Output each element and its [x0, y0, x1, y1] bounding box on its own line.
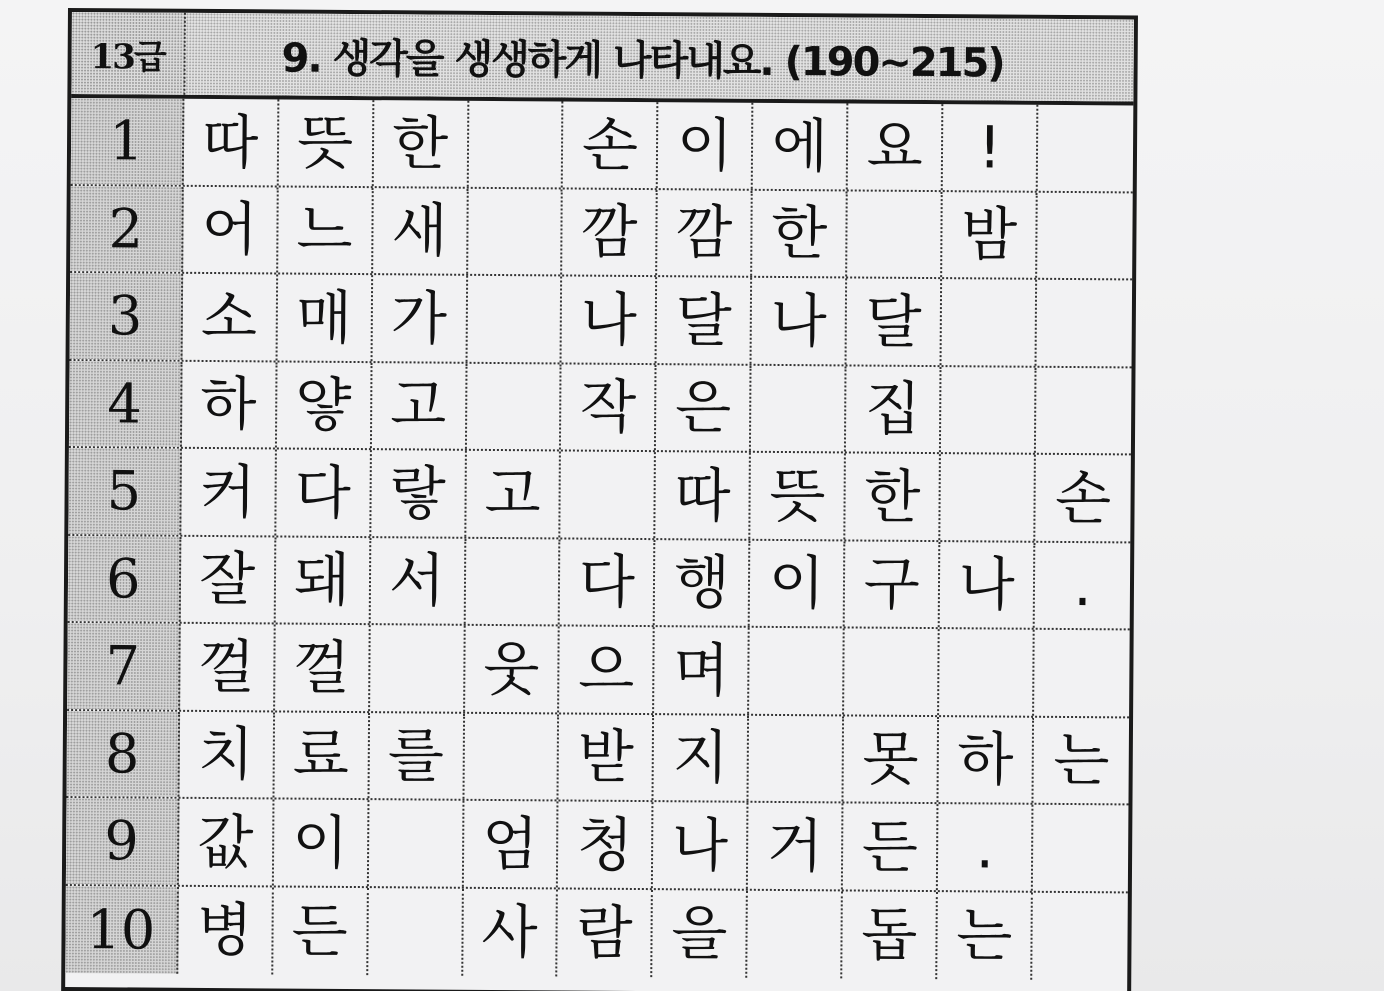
grid-cell: 나	[653, 802, 749, 888]
grid-cell: 를	[369, 713, 465, 799]
grid-cell: 나	[752, 278, 848, 364]
grid-cell: 람	[558, 889, 654, 977]
row-number: 8	[66, 711, 179, 797]
grid-cell: 요	[848, 103, 944, 189]
grid-cell: 다	[560, 539, 656, 625]
grid-cell: 밤	[942, 192, 1038, 278]
grid-cell	[368, 800, 464, 886]
grid-cell	[844, 628, 940, 714]
row-number: 5	[68, 448, 181, 534]
grid-cell: 깜	[658, 190, 754, 276]
page-title: 9. 생각을 생생하게 나타내요. (190~215)	[185, 13, 1134, 102]
grid-cell: 료	[274, 712, 370, 798]
grid-cell: 든	[273, 887, 369, 975]
grid-cell: 뜻	[751, 453, 847, 539]
grid-cell: 치	[179, 711, 275, 797]
grid-cell: 돼	[275, 537, 371, 623]
grid-cell: 나	[940, 542, 1036, 628]
grid-cell: 하	[939, 717, 1035, 803]
grid-cell	[464, 713, 560, 799]
grid-cell: 커	[181, 449, 277, 535]
grid-cell	[1033, 805, 1129, 891]
grid-cell: 나	[562, 276, 658, 362]
grid-cell: 새	[373, 188, 469, 274]
grid-cell: 는	[937, 892, 1033, 980]
row-number: 9	[66, 798, 179, 884]
row-number: 3	[70, 273, 183, 359]
grid-cell: 사	[463, 888, 559, 976]
grid-cell	[748, 890, 844, 978]
row-number: 6	[68, 536, 181, 622]
grid-cell: 엄	[463, 801, 559, 887]
grid-cell: 작	[561, 364, 657, 450]
grid-row	[68, 536, 1131, 631]
grid-cell: 으	[560, 626, 656, 712]
grid-cell: 값	[179, 799, 275, 885]
grid-cell: 고	[372, 363, 468, 449]
grid-cell: 다	[276, 449, 372, 535]
grid-cell: 서	[370, 538, 466, 624]
grid-cell	[1034, 630, 1130, 716]
grid-cell: 랗	[371, 450, 467, 536]
grid-cell: 가	[372, 275, 468, 361]
level-label: 13급	[71, 12, 186, 95]
grid-cell: 매	[277, 274, 373, 360]
grid-cell: 어	[183, 186, 279, 272]
grid-cell: 잘	[180, 536, 276, 622]
writing-grid-sheet	[61, 8, 1138, 991]
grid-cell: 하	[182, 361, 278, 447]
grid-cell	[370, 625, 466, 711]
grid-row	[68, 448, 1131, 543]
grid-cell: 을	[653, 890, 749, 978]
grid-cell: 소	[182, 274, 278, 360]
grid-cell: 느	[278, 187, 374, 273]
grid-cell: 고	[466, 451, 562, 537]
grid-cell	[1038, 105, 1134, 191]
grid-row	[70, 186, 1133, 281]
grid-cell: 청	[558, 801, 654, 887]
grid-cell: 껄	[275, 624, 371, 710]
grid-cell	[939, 629, 1035, 715]
grid-cell: .	[1073, 551, 1093, 620]
grid-cell: 에	[753, 103, 849, 189]
grid-cell: 돕	[843, 891, 939, 979]
grid-row	[70, 273, 1133, 368]
grid-cell: !	[943, 104, 1039, 190]
grid-cell	[942, 279, 1038, 365]
grid-cell	[1037, 192, 1133, 278]
grid-cell: 이	[274, 799, 370, 885]
grid-cell: 따	[183, 99, 279, 185]
grid-cell: 못	[844, 716, 940, 802]
grid-cell: 달	[657, 277, 753, 363]
row-number: 4	[69, 361, 182, 447]
grid-cell: 깜	[563, 189, 659, 275]
grid-cell	[1032, 892, 1128, 980]
grid-cell	[749, 628, 845, 714]
grid-cell	[1037, 280, 1133, 366]
grid-cell: .	[938, 804, 1034, 890]
grid-cell	[749, 715, 845, 801]
grid-cell: 손	[563, 101, 659, 187]
grid-cell: 얗	[277, 362, 373, 448]
grid-row	[66, 711, 1129, 806]
grid-cell	[941, 367, 1037, 453]
grid-cell: 는	[1053, 726, 1110, 795]
row-number: 10	[65, 886, 178, 974]
grid-cell: 웃	[465, 626, 561, 712]
grid-cell: 받	[559, 714, 655, 800]
grid-row	[71, 98, 1134, 193]
grid-cell	[1036, 367, 1132, 453]
grid-cell: 든	[843, 803, 939, 889]
grid-cell	[468, 101, 564, 187]
grid-header	[71, 12, 1134, 105]
grid-cell: 이	[658, 102, 754, 188]
grid-cell: 한	[752, 190, 848, 276]
grid-cell	[847, 191, 943, 277]
row-number: 2	[70, 186, 183, 272]
grid-cell: 뜻	[278, 99, 374, 185]
grid-cell: 따	[656, 452, 752, 538]
grid-cell: 지	[654, 715, 750, 801]
grid-cell: 거	[748, 803, 844, 889]
grid-cell: 집	[846, 366, 942, 452]
grid-cell: 은	[656, 365, 752, 451]
grid-cell	[467, 276, 563, 362]
grid-cell	[561, 451, 657, 537]
grid-cell: 손	[1054, 463, 1112, 533]
grid-row	[65, 886, 1128, 981]
grid-row	[67, 623, 1130, 718]
grid-cell	[751, 365, 847, 451]
grid-row	[69, 361, 1132, 456]
grid-cell: 한	[846, 453, 942, 539]
row-number: 7	[67, 623, 180, 709]
grid-cell: 이	[750, 540, 846, 626]
grid-cell: 구	[845, 541, 941, 627]
grid-cell: 행	[655, 540, 751, 626]
grid-cell	[941, 454, 1037, 540]
character-grid	[65, 98, 1133, 991]
grid-cell: 한	[373, 100, 469, 186]
grid-cell	[465, 538, 561, 624]
grid-cell	[466, 363, 562, 449]
grid-cell	[468, 188, 564, 274]
grid-cell: 달	[847, 278, 943, 364]
grid-cell	[368, 888, 464, 976]
grid-cell: 껄	[180, 624, 276, 710]
grid-cell: 며	[655, 627, 751, 713]
grid-row	[66, 798, 1129, 893]
row-number: 1	[71, 98, 184, 184]
grid-cell: 병	[178, 886, 274, 974]
